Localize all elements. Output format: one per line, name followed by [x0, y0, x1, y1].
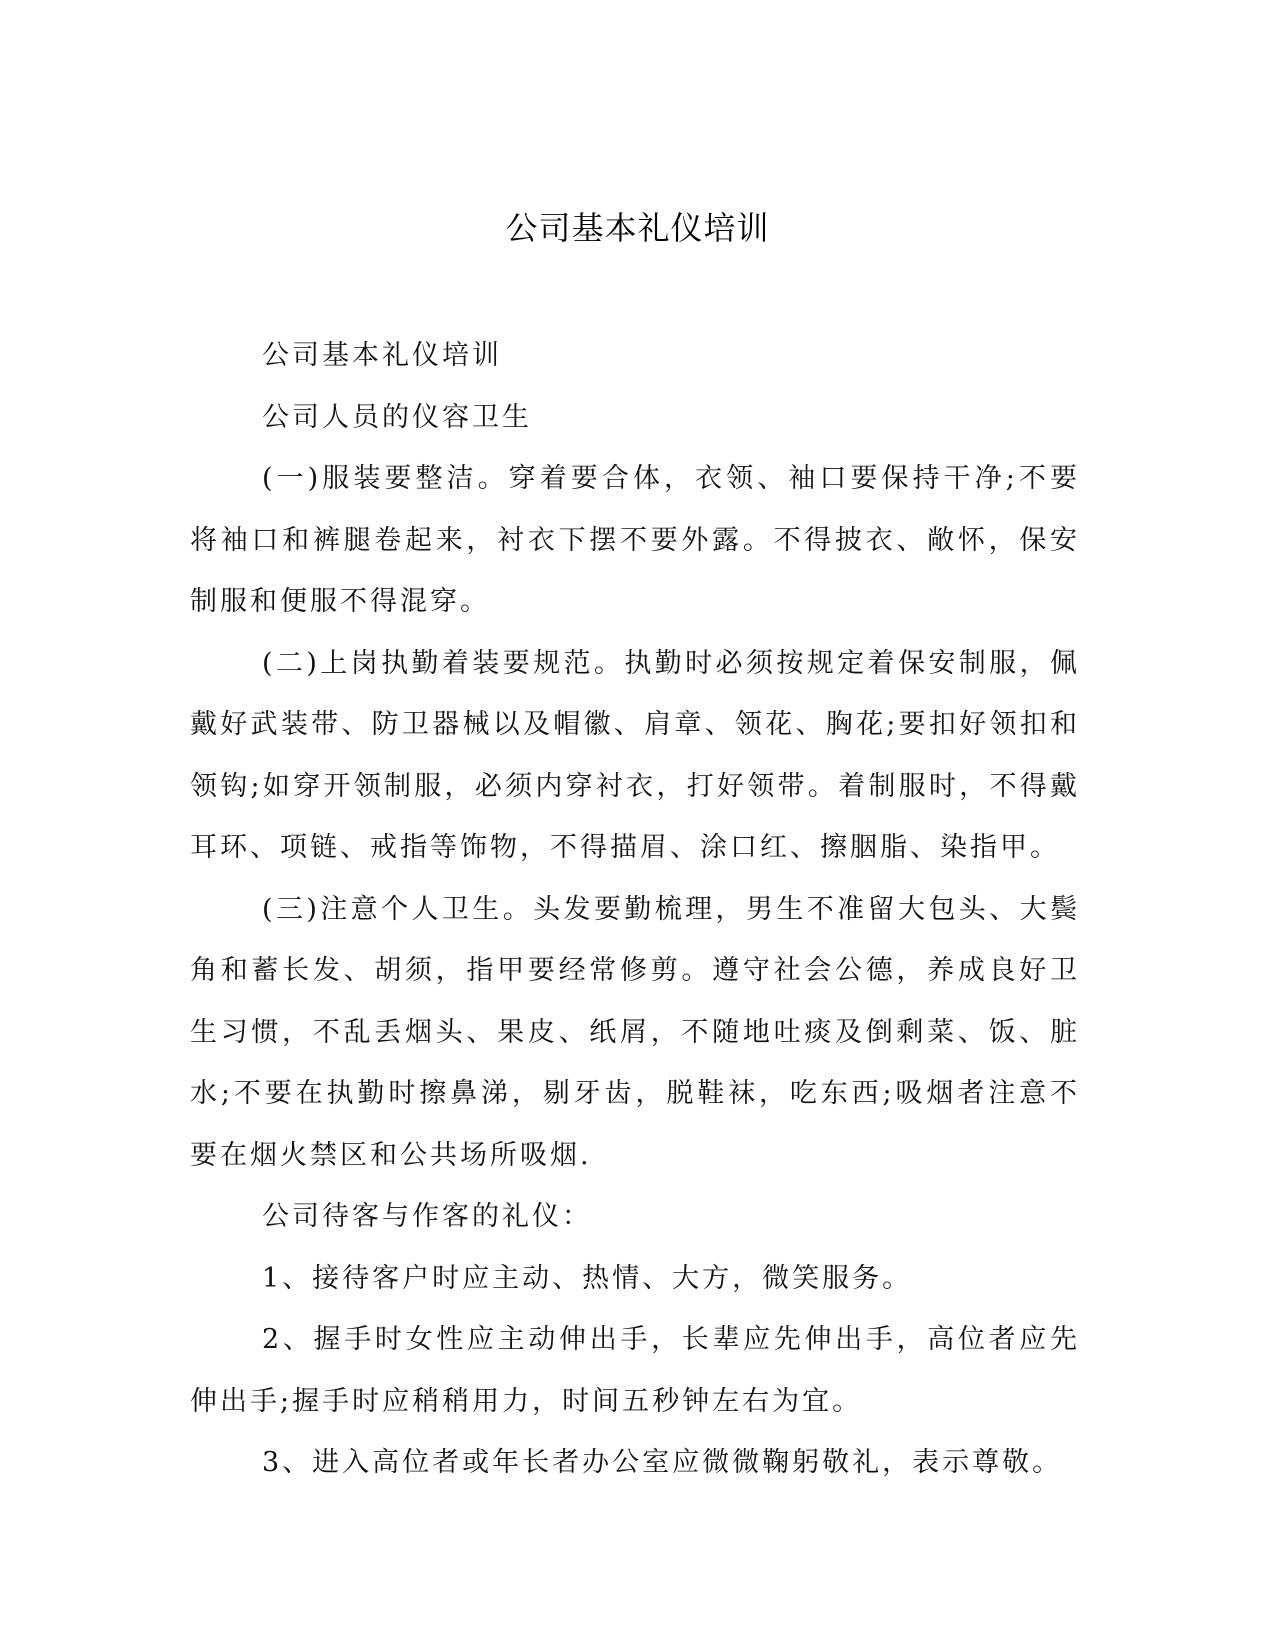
paragraph-uniform: (二)上岗执勤着装要规范。执勤时必须按规定着保安制服，佩戴好武装带、防卫器械以及帽徽、肩章、领花、胸花;要扣好领扣和领钩;如穿开领制服，必须内穿衬衣，打好领带。着制服时，不得戴耳环、项链、戒指等饰物，不得描眉、涂口红、擦胭脂、染指甲。: [190, 647, 1080, 863]
document-body: [190, 325, 1080, 1494]
paragraph-subtitle: 公司基本礼仪培训: [262, 340, 502, 371]
paragraph-section-heading: 公司人员的仪容卫生: [262, 401, 532, 433]
paragraph-hygiene: (三)注意个人卫生。头发要勤梳理，男生不准留大包头、大鬓角和蓄长发、胡须，指甲要经常修剪。遵守社会公德，养成良好卫生习惯，不乱丢烟头、果皮、纸屑，不随地吐痰及倒剩菜、饭、脏水;不要在执勤时擦鼻涕，剔牙齿，脱鞋袜，吃东西;吸烟者注意不要在烟火禁区和公共场所吸烟.: [190, 893, 1080, 1171]
paragraph-item-3: 3、进入高位者或年长者办公室应微微鞠躬敬礼，表示尊敬。: [262, 1447, 1063, 1478]
paragraph-dress: (一)服装要整洁。穿着要合体，衣领、袖口要保持干净;不要将袖口和裤腿卷起来，衬衣下摆不要外露。不得披衣、敞怀，保安制服和便服不得混穿。: [190, 463, 1080, 617]
document-title: 公司基本礼仪培训: [505, 209, 770, 247]
paragraph-item-1: 1、接待客户时应主动、热情、大方，微笑服务。: [262, 1262, 913, 1294]
paragraph-etiquette-heading: 公司待客与作客的礼仪：: [262, 1201, 592, 1232]
paragraph-item-2: 2、握手时女性应主动伸出手，长辈应先伸出手，高位者应先伸出手;握手时应稍稍用力，时间五秒钟左右为宜。: [190, 1324, 1080, 1417]
